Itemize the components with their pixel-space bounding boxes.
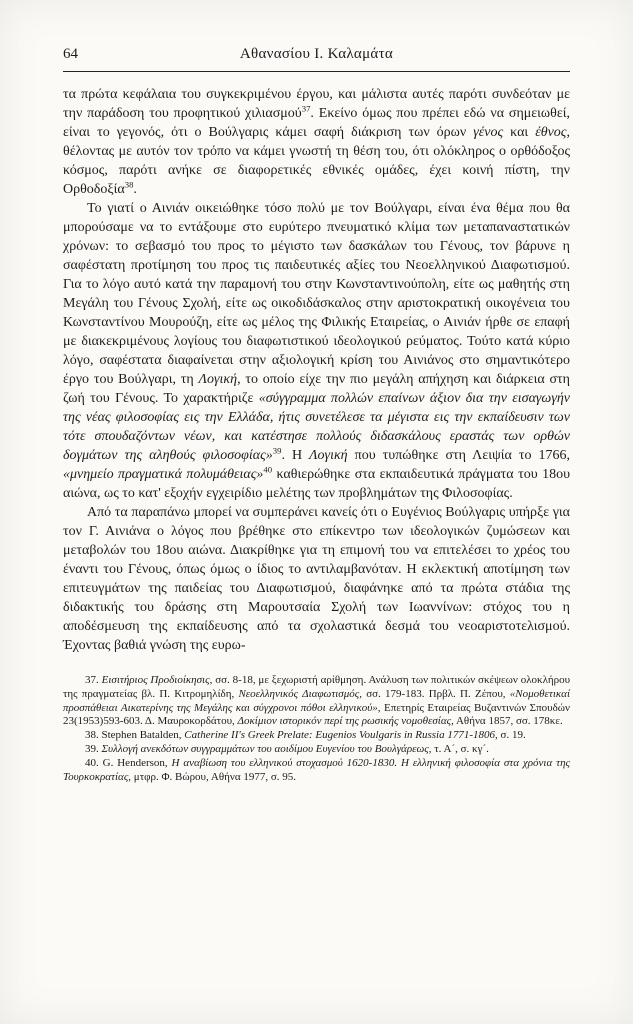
footnote-ref: 37 — [301, 103, 311, 114]
text-run: , σ. 19. — [495, 729, 526, 742]
text-run: , το οποίο είχε την πιο μεγάλη απήχηση και διάρκεια στη ζωή του Γένους. Το χαρακτήριζε — [63, 372, 570, 406]
page-header — [63, 46, 570, 66]
text-run: Συλλογή ανεκδότων συγγραμμάτων του αοιδίμου Ευγενίου του Βουλγάρεως — [101, 742, 429, 755]
text-run: Νεοελληνικός Διαφωτισμός — [238, 687, 360, 700]
footnote — [63, 743, 570, 757]
footnote-ref: 38 — [124, 179, 134, 190]
text-run: Το γιατί ο Αινιάν οικειώθηκε τόσο πολύ με τον Βούλγαρι, είναι ένα θέμα που θα μπορούσαμε να το εντάξουμε στο ευρύτερο πνευματικό κλίμα των μεταπαναστατικών χρόνων: το σεβασμό του προς το μέγιστο των δασκάλων του Γένους, τον βάρυνε η σαφέστατη προτίμηση του προς τις παιδευτικές αξίες του Νεοελληνικού Διαφωτισμού. Για το λόγο αυτό κατά την παραμονή του στην Κωνσταντινούπολη, είτε ως μαθητής στη Μεγάλη του Γένους Σχολή, είτε ως οικοδιδάσκαλος στην αριστοκρατική οικογένεια του Κωνσταντίνου Μουρούζη, είτε ως μέλος της Φιλικής Εταιρείας, ο Αινιάν ήρθε σε επαφή με διακεκριμένους λογίους του διαφωτιστικού ιδεολογικού ρεύματος. Τούτο κατά κύριο λόγο, σαφέστατα διαφαίνεται στην αξιολογική κρίση του Αινιάνος στο σημαντικότερο έργο του Βούλγαρι, τη — [63, 201, 570, 387]
text-run: και — [503, 125, 536, 140]
header-rule — [63, 71, 570, 72]
text-run: Η αναβίωση του ελληνικού στοχασμού 1620-1830. Η ελληνική φιλοσοφία στα χρόνια της Τουρκοκρατίας — [63, 756, 570, 783]
footnote — [63, 674, 570, 729]
paragraph-continuation — [63, 85, 570, 199]
text-run: , θέλοντας με αυτόν τον τρόπο να κάμει γνωστή τη θέση του, ότι ολόκληρος ο ορθόδοξος κόσμος, παρότι ανήκε σε διαφορετικές εθνικές ομάδες, έχει κοινή πίστη, την Ορθοδοξία — [63, 125, 570, 197]
text-run: . Εκείνο όμως που πρέπει εδώ να σημειωθεί, είναι το γεγονός, ότι ο Βούλγαρις κάμει σαφή διάκριση των όρων — [63, 106, 570, 140]
text-run: Εισιτήριος Προδιοίκησις — [101, 674, 210, 686]
body-text — [63, 85, 570, 655]
text-run: 37. — [85, 674, 102, 686]
text-run: , Αθήνα 1857, σσ. 178κε. — [451, 715, 563, 728]
text-run: Λογική — [198, 372, 238, 387]
text-run: , τ. Α´, σ. κγ´. — [428, 742, 489, 755]
paragraph — [63, 503, 570, 655]
text-run: καθιερώθηκε στα εκπαιδευτικά πράγματα του 18ου αιώνα, ως το κατ' εξοχήν εγχειρίδιο μελέτης των προβλημάτων της Φιλοσοφίας. — [63, 467, 571, 501]
text-run: , σσ. 8-18, με ξεχωριστή αρίθμηση. Ανάλυση των πολιτικών σκέψεων ολοκλήρου της πραγματείας βλ. Π. Κιτρομηλίδη, — [63, 674, 571, 700]
text-run: 38. Stephen Batalden, — [85, 729, 185, 742]
text-run: έθνος — [535, 125, 567, 140]
footnote-ref: 40 — [263, 464, 273, 475]
text-run: «σύγγραμμα πολλών επαίνων άξιον δια την εισαγωγήν της νέας φιλοσοφίας εις την Ελλάδα, ήτις συνετέλεσε τα μέγιστα εις την εκπαίδευσιν των τότε σπουδαζόντων νέων, και κατέστησε πολλούς διδασκάλους εραστάς των ορθών δογμάτων της αληθούς φιλοσοφίας» — [63, 391, 570, 463]
text-run: . Η — [281, 448, 310, 463]
text-run: Λογική — [309, 448, 348, 463]
page-number: 64 — [63, 46, 78, 62]
running-header: Αθανασίου Ι. Καλαμάτα — [239, 46, 394, 62]
text-run: 40. G. Henderson, — [85, 756, 172, 769]
text-run: 39. — [85, 742, 102, 755]
text-run: Catherine II's Greek Prelate: Eugenios Voulgaris in Russia 1771-1806 — [184, 729, 496, 742]
footnote — [63, 757, 570, 785]
text-run: τα πρώτα κεφάλαια του συγκεκριμένου έργου, και μάλιστα αυτές παρότι συνδεόταν με την παράδοση του προφητικού χιλιασμού — [63, 87, 570, 121]
footnote — [63, 729, 570, 743]
text-run: «Νομοθετικαί προσπάθειαι Αικατερίνης της Μεγάλης και σύγχρονοι πόθοι ελληνικού» — [63, 687, 570, 714]
text-run: . — [133, 182, 137, 197]
footnotes-block — [63, 674, 570, 784]
paragraph — [63, 199, 570, 503]
footnote-ref: 39 — [272, 445, 282, 456]
text-run: Δοκίμιον ιστορικόν περί της ρωσικής νομοθεσίας — [237, 715, 452, 728]
text-run: που τυπώθηκε στη Λειψία το 1766, — [347, 448, 570, 463]
text-run: Από τα παραπάνω μπορεί να συμπεράνει κανείς ότι ο Ευγένιος Βούλγαρις υπήρξε για τον Γ. Αινιάνα ο λόγος που βρέθηκε στο επίκεντρο των ιδεολογικών ζυμώσεων και μεταβολών του 18ου αιώνα. Διακρίθηκε για τη επιμονή του να επιτελέσει το χρέος του έναντι του Γένους, όπως όμως ο ίδιος το αντιλαμβανόταν. Η εκλεκτική αποτίμηση των επιτευγμάτων της παιδείας του Διαφωτισμού, διαφάνηκε από τα πρώτα στάδια της διδακτικής του δράσης στη Μαρουτσαία Σχολή των Ιωαννίνων: στόχος του η αποδέσμευση της εκπαίδευσης από τα σχολαστικά δεσμά του νεοαριστοτελισμού. Έχοντας βαθιά γνώση της ευρω- — [63, 505, 570, 653]
text-run: , Επετηρίς Εταιρείας Βυζαντινών Σπουδών 23(1953)593-603. Δ. Μαυροκορδάτου, — [63, 701, 570, 728]
text-run: γένος — [473, 125, 504, 140]
text-run: , μτφρ. Φ. Βώρου, Αθήνα 1977, σ. 95. — [128, 770, 297, 783]
text-run: «μνημείο πραγματικά πολυμάθειας» — [63, 467, 264, 482]
text-run: , σσ. 179-183. Πρβλ. Π. Ζέπου, — [359, 687, 510, 700]
